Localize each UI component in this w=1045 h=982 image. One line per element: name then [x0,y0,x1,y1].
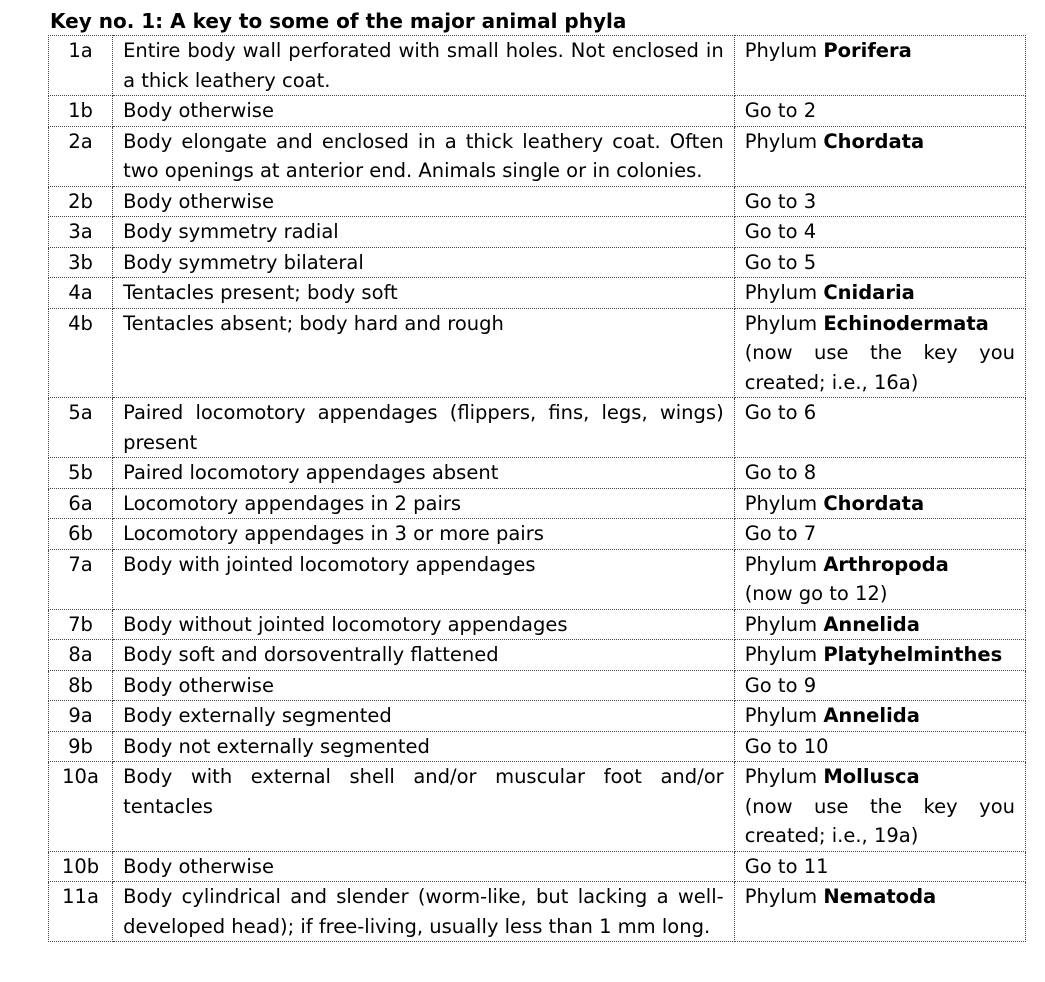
key-row [49,640,1026,671]
key-row [49,247,1026,278]
key-description: Body externally segmented [113,701,735,732]
key-code: 1b [49,96,113,127]
result-prefix: Phylum [744,765,824,788]
key-description: Paired locomotory appendages (flippers, fins, legs, wings) present [113,398,735,458]
result-prefix: Phylum [744,129,824,153]
key-result [734,488,1025,519]
result-prefix: Phylum [744,704,824,727]
result-prefix: Go to 6 [744,401,817,424]
key-description: Locomotory appendages in 2 pairs [113,488,735,519]
key-code: 6b [49,519,113,550]
key-description: Paired locomotory appendages absent [113,458,735,489]
key-row [49,96,1026,127]
key-result [734,247,1025,278]
key-description: Body symmetry radial [113,217,735,248]
key-code: 10a [49,762,113,852]
result-note: (now use the key you created; i.e., 19a) [744,794,1015,847]
result-prefix: Go to 2 [744,99,817,122]
key-code: 9b [49,731,113,762]
key-description: Body otherwise [113,96,735,127]
key-code: 8b [49,670,113,701]
key-row [49,609,1026,640]
phylum-name: Porifera [823,39,912,62]
page-title: Key no. 1: A key to some of the major animal phyla [50,9,627,33]
phylum-name: Nematoda [823,885,937,908]
result-prefix: Phylum [744,552,824,576]
key-row [49,186,1026,217]
key-code: 7b [49,609,113,640]
key-description: Entire body wall perforated with small holes. Not enclosed in a thick leathery coat. [113,36,735,96]
result-prefix: Phylum [744,281,824,304]
key-result [734,882,1025,942]
key-description: Body otherwise [113,186,735,217]
key-result [734,278,1025,309]
key-result [734,398,1025,458]
phylum-name: Annelida [823,612,920,636]
key-result [734,640,1025,671]
key-description: Body soft and dorsoventrally flattened [113,640,735,671]
key-code: 1a [49,36,113,96]
key-result [734,519,1025,550]
key-code: 11a [49,882,113,942]
key-row [49,458,1026,489]
key-description: Body otherwise [113,851,735,882]
result-prefix: Go to 5 [744,250,817,274]
key-row [49,549,1026,609]
key-code: 4b [49,308,113,398]
key-description: Locomotory appendages in 3 or more pairs [113,519,735,550]
key-result [734,186,1025,217]
key-code: 4a [49,278,113,309]
key-result [734,851,1025,882]
key-result [734,549,1025,609]
result-prefix: Phylum [744,643,824,666]
key-description: Body elongate and enclosed in a thick leathery coat. Often two openings at anterior end. Animals single or in colonies. [113,126,735,186]
key-description: Body with jointed locomotory appendages [113,549,735,609]
result-note: (now go to 12) [744,582,888,605]
result-prefix: Phylum [744,491,824,515]
key-code: 8a [49,640,113,671]
key-result [734,762,1025,852]
result-prefix: Go to 3 [744,189,817,213]
key-code: 9a [49,701,113,732]
phylum-name: Echinodermata [823,311,989,335]
key-code: 10b [49,851,113,882]
key-row [49,217,1026,248]
phylum-name: Chordata [823,129,925,153]
key-row [49,126,1026,186]
key-code: 6a [49,488,113,519]
phylum-name: Mollusca [823,765,920,788]
result-prefix: Phylum [744,612,824,636]
result-prefix: Phylum [744,39,824,62]
key-code: 3a [49,217,113,248]
key-row [49,670,1026,701]
key-row [49,731,1026,762]
key-description: Body symmetry bilateral [113,247,735,278]
key-row [49,278,1026,309]
key-result [734,609,1025,640]
key-row [49,398,1026,458]
phylum-name: Annelida [823,704,920,727]
result-prefix: Phylum [744,885,824,908]
phylum-name: Arthropoda [823,552,949,576]
phylum-name: Chordata [823,491,925,515]
result-prefix: Go to 8 [744,461,817,484]
key-description: Tentacles absent; body hard and rough [113,308,735,398]
key-result [734,36,1025,96]
result-prefix: Go to 10 [744,734,829,758]
result-prefix: Go to 9 [744,673,817,697]
key-description: Body otherwise [113,670,735,701]
key-result [734,96,1025,127]
key-description: Body cylindrical and slender (worm-like, but lacking a well-developed head); if free-living, usually less than 1 mm long. [113,882,735,942]
result-prefix: Phylum [744,311,824,335]
phyla-key-table [48,35,1026,942]
key-description: Body without jointed locomotory appendages [113,609,735,640]
key-row [49,36,1026,96]
result-prefix: Go to 7 [744,522,817,545]
key-row [49,519,1026,550]
result-prefix: Go to 4 [744,220,817,243]
key-description: Body not externally segmented [113,731,735,762]
result-prefix: Go to 11 [744,854,829,878]
key-code: 2b [49,186,113,217]
key-result [734,126,1025,186]
key-result [734,701,1025,732]
key-row [49,308,1026,398]
key-code: 3b [49,247,113,278]
key-result [734,731,1025,762]
key-row [49,701,1026,732]
phylum-name: Cnidaria [823,281,915,304]
key-row [49,762,1026,852]
key-code: 2a [49,126,113,186]
phylum-name: Platyhelminthes [823,643,1003,666]
key-row [49,851,1026,882]
key-code: 5a [49,398,113,458]
key-row [49,488,1026,519]
key-result [734,217,1025,248]
key-result [734,670,1025,701]
key-description: Body with external shell and/or muscular foot and/or tentacles [113,762,735,852]
key-code: 5b [49,458,113,489]
result-note: (now use the key you created; i.e., 16a) [744,341,1015,394]
key-description: Tentacles present; body soft [113,278,735,309]
key-table-body [49,36,1026,942]
key-result [734,308,1025,398]
key-row [49,882,1026,942]
key-result [734,458,1025,489]
key-code: 7a [49,549,113,609]
